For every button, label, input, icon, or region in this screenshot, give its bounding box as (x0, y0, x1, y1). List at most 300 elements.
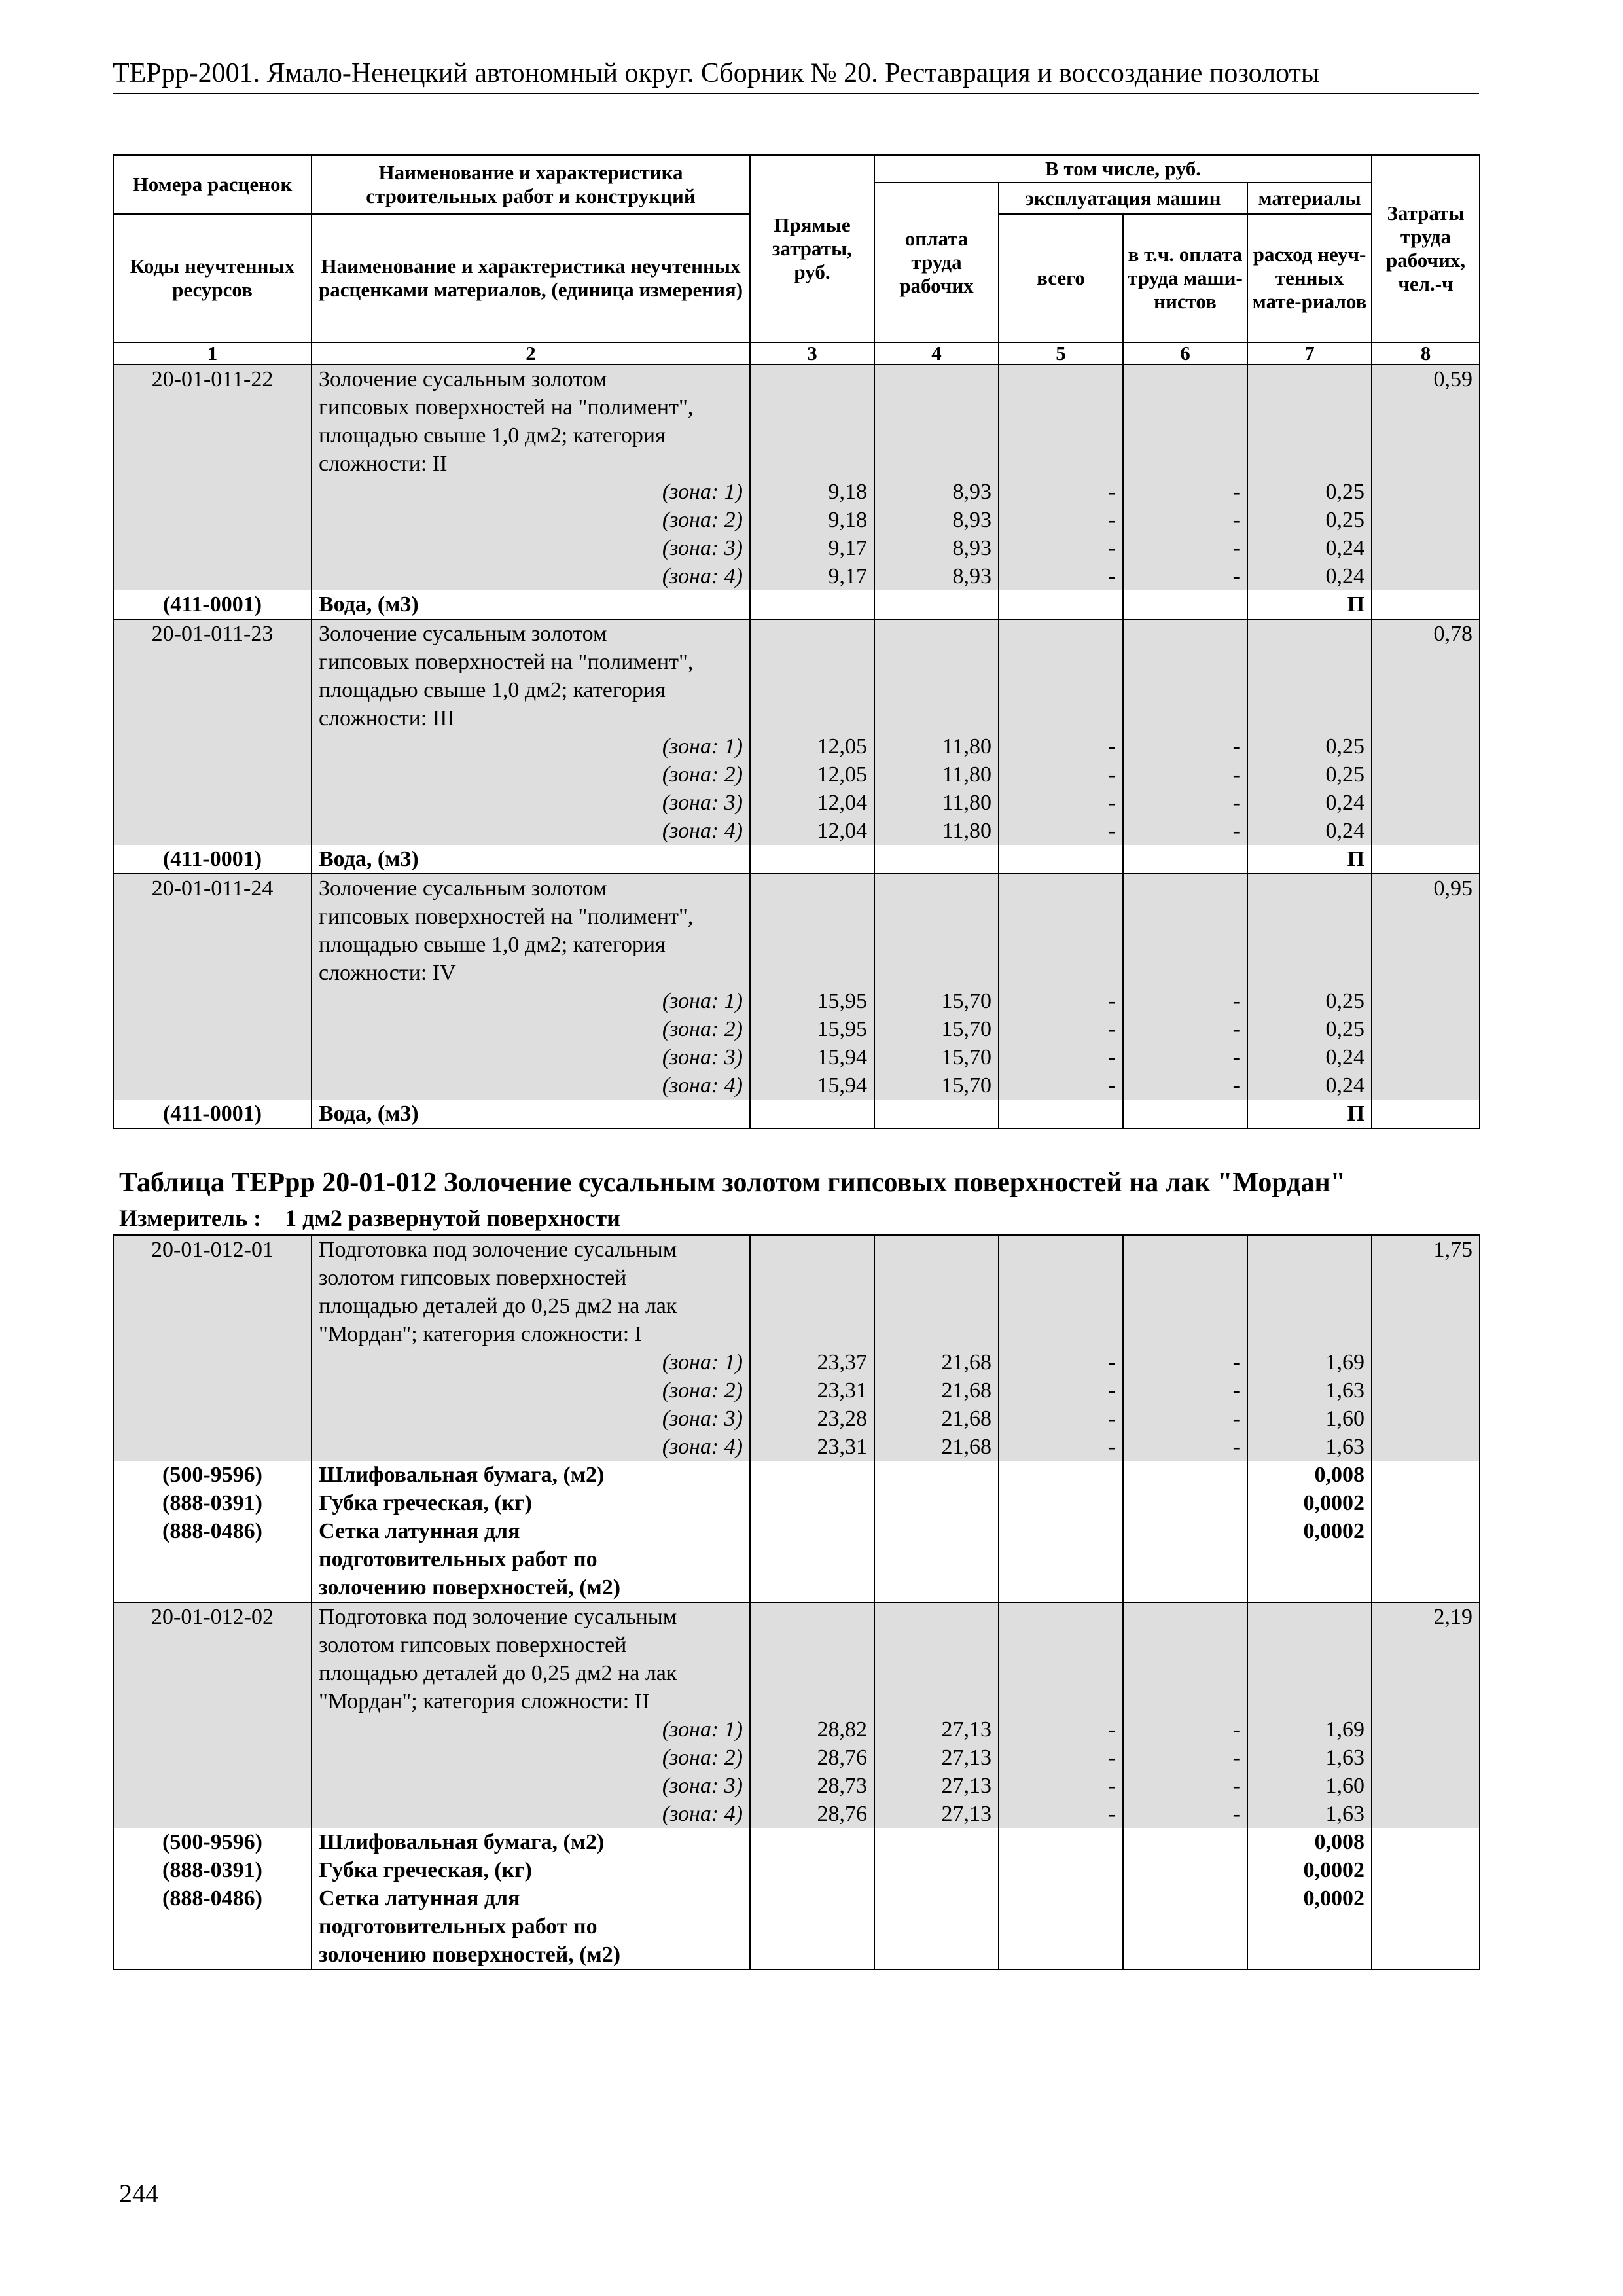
table-cell (113, 1800, 312, 1828)
rate-name-line: золотом гипсовых поверхностей (312, 1264, 750, 1292)
materials-cost: 0,24 (1247, 1043, 1372, 1071)
zone-label: (зона: 4) (312, 1433, 750, 1461)
zone-row (113, 1071, 1480, 1100)
table-cell (999, 365, 1123, 393)
table-cell (999, 845, 1123, 874)
rates-table-2 (113, 1234, 1480, 1970)
resource-name: Шлифовальная бумага, (м2) (312, 1461, 750, 1489)
table-cell (113, 817, 312, 845)
table-cell (1247, 422, 1372, 450)
direct-cost: 9,18 (750, 478, 874, 506)
zone-row (113, 1772, 1480, 1800)
code-cell (113, 676, 312, 704)
table-cell (874, 1489, 999, 1517)
rate-code: 20-01-011-22 (113, 365, 312, 393)
resource-amount: П (1247, 590, 1372, 619)
table-cell (1123, 1659, 1247, 1687)
table-cell (874, 1602, 999, 1631)
table-cell (1372, 845, 1480, 874)
table-cell (1247, 1235, 1372, 1264)
direct-cost: 12,05 (750, 732, 874, 761)
table-cell (1372, 987, 1480, 1015)
table-cell (750, 874, 874, 903)
table-cell (1372, 1828, 1480, 1856)
table-cell (1372, 1715, 1480, 1744)
machine-cost: - (999, 1348, 1123, 1376)
table-cell (999, 1912, 1123, 1941)
worker-pay: 15,70 (874, 1071, 999, 1100)
direct-cost: 15,95 (750, 987, 874, 1015)
table-cell (113, 1348, 312, 1376)
table-cell (1372, 1517, 1480, 1545)
materials-cost: 1,69 (1247, 1348, 1372, 1376)
worker-pay: 21,68 (874, 1405, 999, 1433)
table-cell (1123, 1100, 1247, 1128)
materials-cost: 1,69 (1247, 1715, 1372, 1744)
table-cell (113, 761, 312, 789)
rate-code: 20-01-012-02 (113, 1602, 312, 1631)
direct-cost: 9,17 (750, 534, 874, 562)
zone-label: (зона: 2) (312, 506, 750, 534)
header-col1-bottom: Коды неучтенных ресурсов (113, 214, 312, 342)
rate-name-line: гипсовых поверхностей на "полимент", (312, 648, 750, 676)
resource-code: (411-0001) (113, 590, 312, 619)
direct-cost: 23,37 (750, 1348, 874, 1376)
meter-value: 1 дм2 развернутой поверхности (285, 1205, 620, 1231)
table-cell (750, 931, 874, 959)
table-cell (1372, 761, 1480, 789)
table-cell (999, 648, 1123, 676)
header-machines: эксплуатация машин (999, 183, 1247, 214)
code-cell (113, 450, 312, 478)
table-cell (750, 619, 874, 648)
zone-row (113, 1744, 1480, 1772)
worker-pay: 27,13 (874, 1772, 999, 1800)
table-cell (999, 1631, 1123, 1659)
code-cell (113, 422, 312, 450)
materials-cost: 1,63 (1247, 1376, 1372, 1405)
table-row (113, 1292, 1480, 1320)
table-cell (999, 1573, 1123, 1602)
code-cell (113, 1545, 312, 1573)
direct-cost: 15,94 (750, 1043, 874, 1071)
table-cell (874, 1884, 999, 1912)
table-cell (999, 590, 1123, 619)
code-cell (113, 704, 312, 732)
table-cell (1123, 1292, 1247, 1320)
rate-name-line: площадью свыше 1,0 дм2; категория (312, 422, 750, 450)
table-cell (113, 534, 312, 562)
rate-name-line: площадью деталей до 0,25 дм2 на лак (312, 1292, 750, 1320)
meter-label: Измеритель : (119, 1205, 262, 1231)
direct-cost: 15,95 (750, 1015, 874, 1043)
zone-row (113, 1015, 1480, 1043)
resource-name: Губка греческая, (кг) (312, 1489, 750, 1517)
table-cell (874, 1573, 999, 1602)
table-cell (1372, 506, 1480, 534)
table-cell (1123, 1545, 1247, 1573)
zone-row (113, 732, 1480, 761)
table-cell (874, 648, 999, 676)
table-cell (999, 1461, 1123, 1489)
machine-cost: - (999, 1376, 1123, 1405)
table-cell (1372, 1884, 1480, 1912)
table-cell (113, 478, 312, 506)
table-title: Таблица ТЕРрр 20-01-012 Золочение сусальным золотом гипсовых поверхностей на лак "Мордан" (119, 1168, 1346, 1198)
worker-pay: 8,93 (874, 534, 999, 562)
table-cell (750, 704, 874, 732)
worker-pay: 8,93 (874, 478, 999, 506)
table-cell (1372, 1320, 1480, 1348)
zone-label: (зона: 2) (312, 1015, 750, 1043)
column-number: 8 (1372, 342, 1480, 365)
materials-cost: 0,25 (1247, 761, 1372, 789)
table-cell (750, 590, 874, 619)
table-cell (1123, 1573, 1247, 1602)
table-cell (1372, 1348, 1480, 1376)
code-cell (113, 1659, 312, 1687)
materials-cost: 0,25 (1247, 1015, 1372, 1043)
direct-cost: 12,04 (750, 817, 874, 845)
materials-cost: 0,24 (1247, 817, 1372, 845)
header-col6: в т.ч. оплата труда маши-нистов (1123, 214, 1247, 342)
zone-label: (зона: 4) (312, 817, 750, 845)
zone-row (113, 562, 1480, 590)
table-row (113, 1659, 1480, 1687)
table-cell (1123, 1489, 1247, 1517)
machinist-pay: - (1123, 1715, 1247, 1744)
table-cell (113, 1715, 312, 1744)
resource-amount: 0,008 (1247, 1828, 1372, 1856)
machinist-pay: - (1123, 1405, 1247, 1433)
table-cell (1372, 534, 1480, 562)
machine-cost: - (999, 761, 1123, 789)
table-cell (874, 590, 999, 619)
materials-cost: 1,60 (1247, 1405, 1372, 1433)
table-cell (1247, 1631, 1372, 1659)
table-cell (750, 1545, 874, 1573)
table-cell (1247, 1941, 1372, 1969)
machine-cost: - (999, 1043, 1123, 1071)
column-number-row (113, 342, 1480, 365)
table-cell (1123, 874, 1247, 903)
table-cell (1372, 1941, 1480, 1969)
code-cell (113, 1320, 312, 1348)
machinist-pay: - (1123, 817, 1247, 845)
table-cell (1372, 1659, 1480, 1687)
machine-cost: - (999, 506, 1123, 534)
table-cell (1372, 931, 1480, 959)
resource-name: Вода, (м3) (312, 845, 750, 874)
resource-code: (888-0486) (113, 1517, 312, 1545)
resource-row (113, 1461, 1480, 1489)
table-cell (750, 1659, 874, 1687)
table-cell (750, 1517, 874, 1545)
table-cell (750, 845, 874, 874)
column-number: 3 (750, 342, 874, 365)
table-cell (750, 1856, 874, 1884)
resource-row (113, 1884, 1480, 1912)
zone-label: (зона: 3) (312, 1772, 750, 1800)
table-cell (1123, 845, 1247, 874)
rate-name-line: гипсовых поверхностей на "полимент", (312, 903, 750, 931)
rate-name-line: площадью свыше 1,0 дм2; категория (312, 931, 750, 959)
table-cell (1123, 365, 1247, 393)
table-cell (750, 648, 874, 676)
table-row (113, 365, 1480, 393)
table-row (113, 619, 1480, 648)
table-row (113, 704, 1480, 732)
code-cell (113, 1631, 312, 1659)
table-cell (1247, 903, 1372, 931)
table-cell (999, 1545, 1123, 1573)
table-cell (750, 1489, 874, 1517)
table-cell (750, 1828, 874, 1856)
zone-label: (зона: 3) (312, 1405, 750, 1433)
table-cell (999, 931, 1123, 959)
table-row (113, 393, 1480, 422)
table-cell (999, 1659, 1123, 1687)
resource-amount: 0,0002 (1247, 1856, 1372, 1884)
table-cell (1123, 959, 1247, 987)
labor-cost: 0,59 (1372, 365, 1480, 393)
direct-cost: 12,05 (750, 761, 874, 789)
table-cell (999, 1264, 1123, 1292)
zone-label: (зона: 1) (312, 732, 750, 761)
table-cell (1372, 590, 1480, 619)
table-cell (874, 845, 999, 874)
table-cell (750, 365, 874, 393)
zone-row (113, 1715, 1480, 1744)
table-cell (750, 1631, 874, 1659)
resource-name: Шлифовальная бумага, (м2) (312, 1828, 750, 1856)
table-cell (113, 562, 312, 590)
header-materials: материалы (1247, 183, 1372, 214)
column-number: 1 (113, 342, 312, 365)
direct-cost: 23,28 (750, 1405, 874, 1433)
table-row (113, 648, 1480, 676)
table-cell (1247, 1912, 1372, 1941)
table-cell (113, 1376, 312, 1405)
table-cell (1372, 1433, 1480, 1461)
header-col5: всего (999, 214, 1123, 342)
table-cell (750, 1461, 874, 1489)
table-cell (874, 1461, 999, 1489)
table-cell (999, 1292, 1123, 1320)
rate-name-line: Подготовка под золочение сусальным (312, 1235, 750, 1264)
rate-code: 20-01-012-01 (113, 1235, 312, 1264)
resource-amount: 0,0002 (1247, 1884, 1372, 1912)
materials-cost: 0,25 (1247, 987, 1372, 1015)
table-cell (874, 450, 999, 478)
table-cell (1123, 1517, 1247, 1545)
table-cell (1247, 1292, 1372, 1320)
table-cell (1372, 1264, 1480, 1292)
resource-amount: П (1247, 845, 1372, 874)
table-cell (874, 1517, 999, 1545)
table-cell (1123, 1884, 1247, 1912)
table-cell (1372, 1376, 1480, 1405)
code-cell (113, 1912, 312, 1941)
table-cell (750, 422, 874, 450)
table-cell (750, 1884, 874, 1912)
table-cell (1372, 1912, 1480, 1941)
code-cell (113, 931, 312, 959)
table-cell (874, 903, 999, 931)
zone-row (113, 817, 1480, 845)
table-cell (1372, 1631, 1480, 1659)
rate-code: 20-01-011-24 (113, 874, 312, 903)
resource-name: золочению поверхностей, (м2) (312, 1941, 750, 1969)
rate-name-line: площадью свыше 1,0 дм2; категория (312, 676, 750, 704)
resource-code: (500-9596) (113, 1828, 312, 1856)
table-cell (874, 1941, 999, 1969)
table-cell (1123, 1264, 1247, 1292)
worker-pay: 15,70 (874, 1015, 999, 1043)
table-cell (1247, 393, 1372, 422)
resource-row (113, 1100, 1480, 1128)
table-cell (1372, 903, 1480, 931)
resource-row (113, 1856, 1480, 1884)
table-cell (1123, 1602, 1247, 1631)
table-cell (1372, 1772, 1480, 1800)
machinist-pay: - (1123, 789, 1247, 817)
table-row (113, 450, 1480, 478)
table-cell (1247, 959, 1372, 987)
zone-label: (зона: 2) (312, 761, 750, 789)
machine-cost: - (999, 1015, 1123, 1043)
table-cell (999, 1828, 1123, 1856)
code-cell (113, 1941, 312, 1969)
resource-row (113, 1941, 1480, 1969)
table-cell (113, 1433, 312, 1461)
table-cell (750, 676, 874, 704)
meter-line (119, 1204, 620, 1232)
table-cell (1372, 1744, 1480, 1772)
worker-pay: 15,70 (874, 987, 999, 1015)
table-cell (1247, 619, 1372, 648)
worker-pay: 11,80 (874, 761, 999, 789)
table-cell (1123, 1631, 1247, 1659)
table-cell (1372, 959, 1480, 987)
resource-amount: 0,0002 (1247, 1517, 1372, 1545)
machine-cost: - (999, 1772, 1123, 1800)
machinist-pay: - (1123, 562, 1247, 590)
zone-label: (зона: 1) (312, 1715, 750, 1744)
direct-cost: 28,76 (750, 1800, 874, 1828)
resource-row (113, 1517, 1480, 1545)
zone-label: (зона: 4) (312, 1800, 750, 1828)
table-cell (874, 704, 999, 732)
rate-name-line: "Мордан"; категория сложности: I (312, 1320, 750, 1348)
running-head: ТЕРрр-2001. Ямало-Ненецкий автономный округ. Сборник № 20. Реставрация и воссоздание позолоты (113, 58, 1479, 94)
table-cell (999, 1941, 1123, 1969)
worker-pay: 27,13 (874, 1800, 999, 1828)
rate-name-line: Золочение сусальным золотом (312, 619, 750, 648)
machine-cost: - (999, 562, 1123, 590)
table-cell (874, 1687, 999, 1715)
table-cell (750, 1941, 874, 1969)
code-cell (113, 1264, 312, 1292)
labor-cost: 1,75 (1372, 1235, 1480, 1264)
resource-name: Вода, (м3) (312, 590, 750, 619)
table-cell (1372, 789, 1480, 817)
worker-pay: 11,80 (874, 817, 999, 845)
table-cell (874, 1912, 999, 1941)
table-cell (999, 1687, 1123, 1715)
table-row (113, 931, 1480, 959)
resource-code: (411-0001) (113, 845, 312, 874)
table-cell (999, 450, 1123, 478)
table-cell (1123, 704, 1247, 732)
table-cell (874, 1100, 999, 1128)
table-cell (1372, 1545, 1480, 1573)
table-cell (1372, 393, 1480, 422)
resource-code: (888-0486) (113, 1884, 312, 1912)
table-cell (999, 704, 1123, 732)
table-row (113, 422, 1480, 450)
table-cell (874, 931, 999, 959)
direct-cost: 9,17 (750, 562, 874, 590)
table-row (113, 874, 1480, 903)
table-cell (113, 1043, 312, 1071)
header-col7: расход неуч-тенных мате-риалов (1247, 214, 1372, 342)
resource-code: (411-0001) (113, 1100, 312, 1128)
table-cell (1372, 1461, 1480, 1489)
machinist-pay: - (1123, 534, 1247, 562)
table-cell (113, 1071, 312, 1100)
resource-name: подготовительных работ по (312, 1912, 750, 1941)
table-cell (1123, 903, 1247, 931)
direct-cost: 9,18 (750, 506, 874, 534)
machinist-pay: - (1123, 1433, 1247, 1461)
direct-cost: 15,94 (750, 1071, 874, 1100)
table-cell (1123, 1856, 1247, 1884)
table-cell (1372, 450, 1480, 478)
materials-cost: 1,63 (1247, 1433, 1372, 1461)
table-cell (113, 1744, 312, 1772)
zone-row (113, 1800, 1480, 1828)
resource-row (113, 845, 1480, 874)
zone-row (113, 534, 1480, 562)
table-cell (1123, 393, 1247, 422)
resource-code: (500-9596) (113, 1461, 312, 1489)
zone-label: (зона: 3) (312, 789, 750, 817)
table-cell (750, 1573, 874, 1602)
table-cell (113, 1015, 312, 1043)
table-cell (750, 1320, 874, 1348)
table-cell (1247, 1264, 1372, 1292)
materials-cost: 0,25 (1247, 732, 1372, 761)
rate-name-line: Золочение сусальным золотом (312, 365, 750, 393)
materials-cost: 0,24 (1247, 1071, 1372, 1100)
machinist-pay: - (1123, 1772, 1247, 1800)
table-cell (874, 422, 999, 450)
table-row (113, 903, 1480, 931)
zone-row (113, 1405, 1480, 1433)
zone-label: (зона: 1) (312, 987, 750, 1015)
code-cell (113, 1573, 312, 1602)
zone-label: (зона: 3) (312, 534, 750, 562)
machinist-pay: - (1123, 478, 1247, 506)
zone-row (113, 1043, 1480, 1071)
column-number: 7 (1247, 342, 1372, 365)
zone-label: (зона: 4) (312, 562, 750, 590)
zone-label: (зона: 1) (312, 1348, 750, 1376)
machinist-pay: - (1123, 987, 1247, 1015)
table-cell (113, 506, 312, 534)
table-cell (1247, 1573, 1372, 1602)
